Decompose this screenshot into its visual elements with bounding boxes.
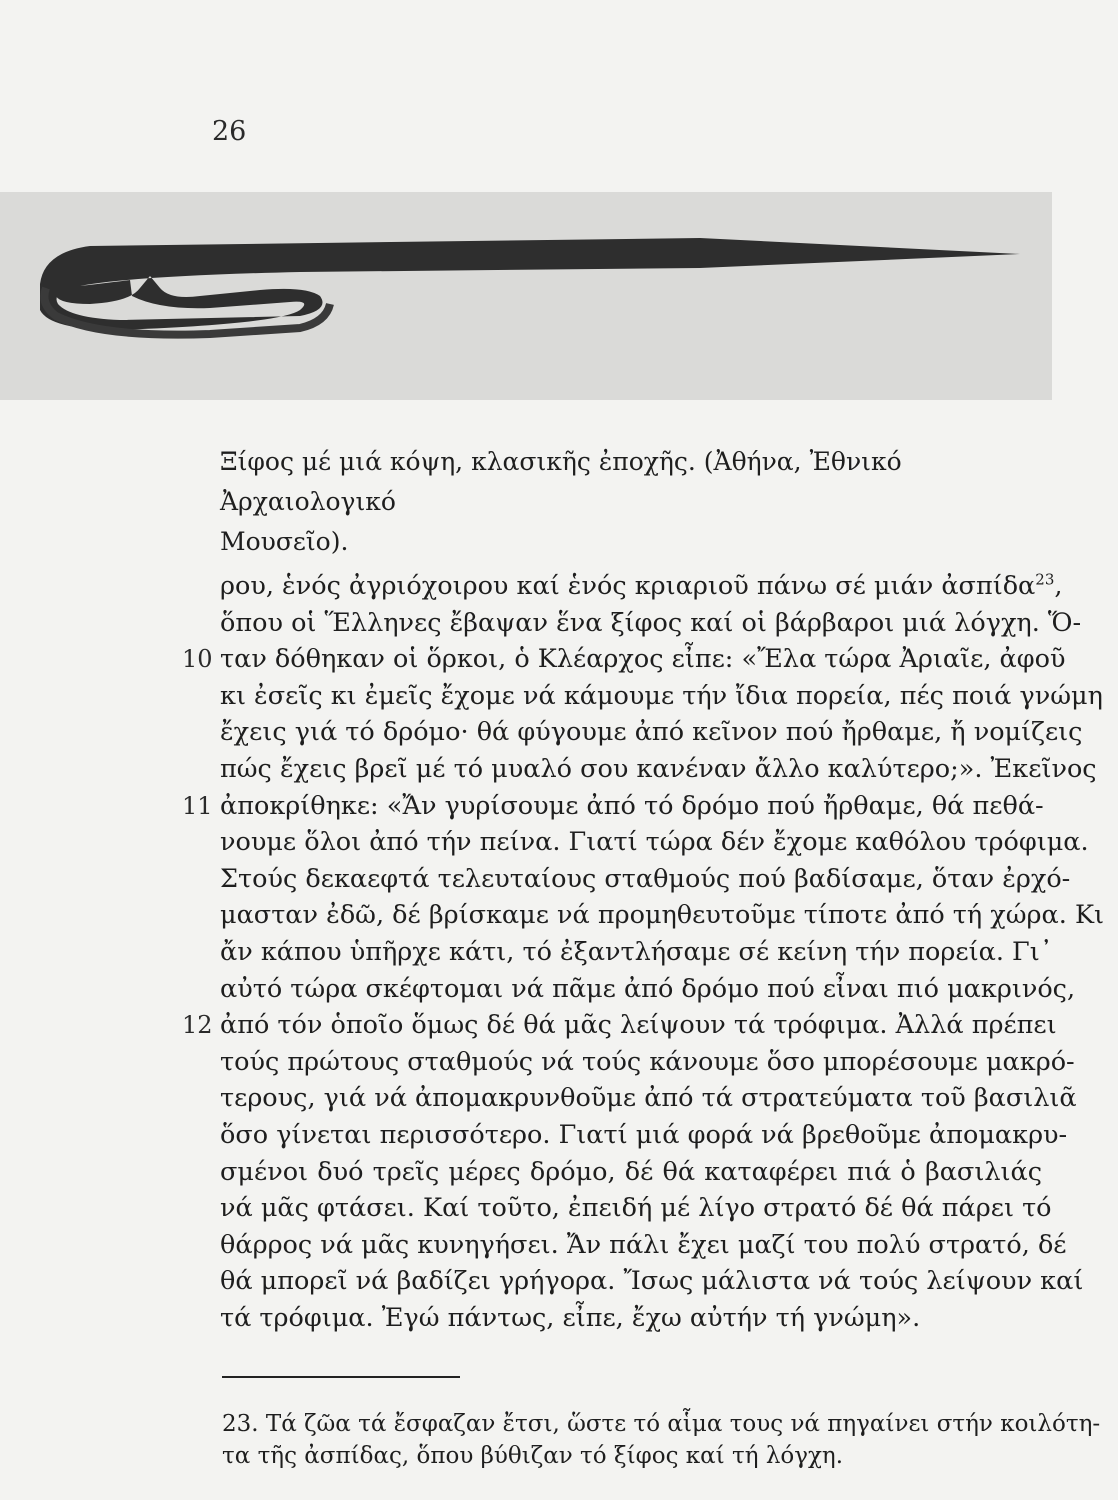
body-line-text: Στούς δεκαεφτά τελευταίους σταθμούς πού βαδίσαμε, ὅταν ἐρχό- (220, 863, 1071, 894)
body-line (220, 1005, 1057, 1045)
body-line (220, 1261, 1084, 1301)
body-line-text: σμένοι δυό τρεῖς μέρες δρόμο, δέ θά καταφέρει πιά ὁ βασιλιάς (220, 1156, 1042, 1187)
body-line (220, 1078, 1077, 1118)
body-line-text: νουμε ὅλοι ἀπό τήν πείνα. Γιατί τώρα δέν ἔχομε καθόλου τρόφιμα. (220, 827, 1089, 858)
body-line (220, 1042, 1075, 1082)
body-line (220, 822, 1089, 862)
body-line (220, 1188, 1052, 1228)
body-line-text: νά μᾶς φτάσει. Καί τοῦτο, ἐπειδή μέ λίγο στρατό δέ θά πάρει τό (220, 1193, 1052, 1224)
body-line-text: ἄν κάπου ὑπῆρχε κάτι, τό ἐξαντλήσαμε σέ κείνη τήν πορεία. Γι᾽ (220, 937, 1053, 967)
body-line (220, 1152, 1042, 1192)
verse-number: 10 (182, 645, 213, 674)
body-line-text: ἀπό τόν ὁποῖο ὅμως δέ θά μᾶς λείψουν τά τρόφιμα. Ἀλλά πρέπει (220, 1010, 1057, 1041)
sword-photograph (0, 192, 1052, 400)
body-line-text: ὅσο γίνεται περισσότερο. Γιατί μιά φορά νά βρεθοῦμε ἀπομακρυ- (220, 1120, 1068, 1150)
footnote-marker: 23 (1035, 570, 1055, 589)
body-line (220, 1225, 1067, 1265)
figure-caption (220, 442, 1040, 562)
body-line (220, 786, 1042, 826)
body-line (220, 676, 1103, 716)
body-line-text: ἀποκρίθηκε: «Ἄν γυρίσουμε ἀπό τό δρόμο πού ἤρθαμε, θά πεθά- (220, 790, 1044, 821)
body-line-text: θάρρος νά μᾶς κυνηγήσει. Ἄν πάλι ἔχει μαζί του πολύ στρατό, δέ (220, 1229, 1067, 1260)
body-line-text: ὅπου οἱ Ἕλληνες ἔβαψαν ἕνα ξίφος καί οἱ βάρβαροι μιά λόγχη. Ὅ- (220, 607, 1082, 638)
body-line-text: κι ἐσεῖς κι ἐμεῖς ἔχομε νά κάμουμε τήν ἴδια πορεία, πές ποιά γνώμη (220, 680, 1103, 711)
body-line (220, 639, 1066, 679)
body-line-text: ἔχεις γιά τό δρόμο· θά φύγουμε ἀπό κεῖνον πού ἤρθαμε, ἤ νομίζεις (220, 717, 1083, 748)
body-line (220, 859, 1071, 899)
caption-line: Μουσεῖο). (220, 527, 349, 556)
verse-number: 12 (182, 1011, 213, 1040)
body-line (220, 1298, 1042, 1338)
body-line (220, 566, 1063, 606)
body-line-text: πώς ἔχεις βρεῖ μέ τό μυαλό σου κανέναν ἄλλο καλύτερο;». Ἐκεῖνος (220, 754, 1097, 784)
body-line-text: τούς πρώτους σταθμούς νά τούς κάνουμε ὅσο μπορέσουμε μακρό- (220, 1046, 1075, 1077)
footnote-line: 23. Τά ζῶα τά ἔσφαζαν ἔτσι, ὥστε τό αἷμα τους νά πηγαίνει στήν κοιλότη- (222, 1411, 1101, 1437)
body-line-text: θά μπορεῖ νά βαδίζει γρήγορα. Ἴσως μάλιστα νά τούς λείψουν καί (220, 1266, 1084, 1297)
body-line (220, 712, 1083, 752)
footnote-line: τα τῆς ἀσπίδας, ὅπου βύθιζαν τό ξίφος καί τή λόγχη. (222, 1443, 844, 1469)
footnote-rule (222, 1376, 460, 1378)
caption-line: Ξίφος μέ μιά κόψη, κλασικῆς ἐποχῆς. (Ἀθήνα, Ἐθνικό Ἀρχαιολογικό (220, 447, 902, 516)
body-line-text: ταν δόθηκαν οἱ ὅρκοι, ὁ Κλέαρχος εἶπε: «Ἔλα τώρα Ἀριαῖε, ἀφοῦ (220, 644, 1066, 675)
body-line (220, 603, 1082, 643)
page-number: 26 (212, 116, 247, 147)
body-line-text: μασταν ἐδῶ, δέ βρίσκαμε νά προμηθευτοῦμε τίποτε ἀπό τή χώρα. Κι (220, 900, 1105, 931)
body-line (220, 895, 1105, 935)
body-line (220, 932, 1053, 972)
body-line-text: τερους, γιά νά ἀπομακρυνθοῦμε ἀπό τά στρατεύματα τοῦ βασιλιᾶ (220, 1083, 1077, 1114)
body-line-punct: , (1054, 571, 1063, 601)
body-line-text: αὐτό τώρα σκέφτομαι νά πᾶμε ἀπό δρόμο πού εἶναι πιό μακρινός, (220, 973, 1076, 1004)
body-line (220, 969, 1076, 1009)
body-line-text: ρου, ἑνός ἀγριόχοιρου καί ἑνός κριαριοῦ πάνω σέ μιάν ἀσπίδα (220, 571, 1036, 601)
body-line (220, 749, 1097, 789)
body-line-text: τά τρόφιμα. Ἐγώ πάντως, εἶπε, ἔχω αὐτήν τή γνώμη». (220, 1303, 921, 1333)
body-line (220, 1115, 1068, 1155)
verse-number: 11 (182, 791, 213, 820)
